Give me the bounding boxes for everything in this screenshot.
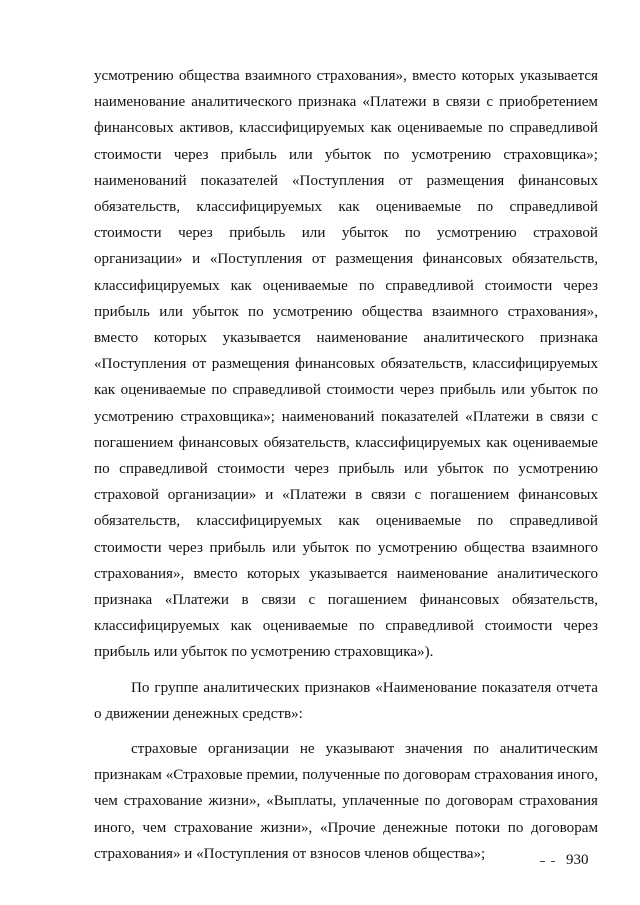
- paragraph-group-heading: По группе аналитических признаков «Наименование показателя отчета о движении денежных средств»:: [94, 679, 598, 722]
- paragraph-continuation: усмотрению общества взаимного страхования», вместо которых указывается наименование аналитического признака «Платежи в связи с приобретением финансовых активов, классифицируемых как оцениваемые по справедливой стоимости через прибыль или убыток по усмотрению страховщика»; наименований показателей «Поступления от размещения финансовых обязательств, классифицируемых как оцениваемые по справедливой стоимости через прибыль или убыток по усмотрению страховой организации» и «Поступления от размещения финансовых обязательств, классифицируемых как оцениваемые по справедливой стоимости через прибыль или убыток по усмотрению общества взаимного страхования», вместо которых указывается наименование аналитического признака «Поступления от размещения финансовых обязательств, классифицируемых как оцениваемые по справедливой стоимости через прибыль или убыток по усмотрению страховщика»; наименований показателей «Платежи в связи с погашением финансовых обязательств, классифицируемых как оцениваемые по справедливой стоимости через прибыль или убыток по усмотрению страховой организации» и «Платежи в связи с погашением финансовых обязательств, классифицируемых как оцениваемые по справедливой стоимости через прибыль или убыток по усмотрению общества взаимного страхования», вместо которых указывается наименование аналитического признака «Платежи в связи с погашением финансовых обязательств, классифицируемых как оцениваемые по справедливой стоимости через прибыль или убыток по усмотрению страховщика»).: [94, 68, 598, 661]
- document-body: [94, 63, 598, 867]
- scan-marks: [540, 856, 564, 866]
- page-number: 930: [566, 852, 589, 868]
- paragraph-insurance-organizations: страховые организации не указывают значения по аналитическим признакам «Страховые премии, полученные по договорам страхования иного, чем страхование жизни», «Выплаты, уплаченные по договорам страхования иного, чем страхование жизни», «Прочие денежные потоки по договорам страхования» и «Поступления от взносов членов общества»;: [94, 741, 598, 862]
